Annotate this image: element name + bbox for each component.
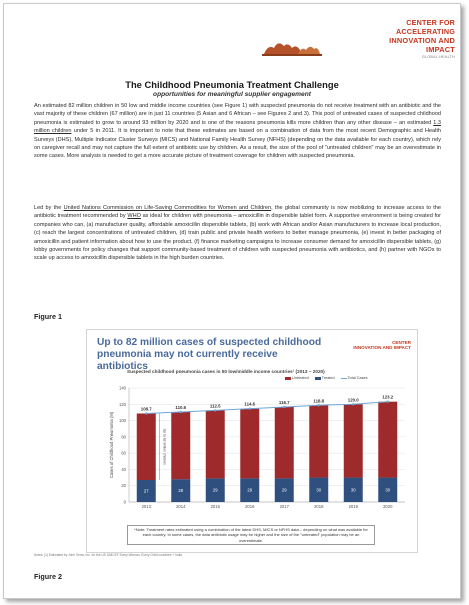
org-logo-line2: INNOVATION AND IMPACT xyxy=(389,36,455,54)
document-page xyxy=(3,3,461,599)
bar-label-total: 123.2 xyxy=(382,394,394,400)
p2-text-a: Led by the xyxy=(34,205,64,211)
bar-label-total: 120.0 xyxy=(347,397,359,403)
paragraph-1 xyxy=(34,102,441,161)
link-who[interactable]: WHO xyxy=(127,213,141,220)
bar-label-total: 108.7 xyxy=(140,406,152,412)
chart-headline: Up to 82 million cases of suspected childhood pneumonia may not currently receive antibiotics xyxy=(97,337,322,372)
bar-label-total: 118.8 xyxy=(313,398,325,404)
tree-silhouette-logo xyxy=(262,36,322,58)
chart-note: *Note: Treatment rates estimated using a combination of the latest DHS, MICS or NFHS data – depending on what was available for each country. In some cases, the data antibiotic usage may be higher and the size of the "untreated" population may be an overestimate. xyxy=(127,525,375,545)
p2-text-c: as ideal for children with pneumonia – amoxicillin in dispersible tablet form. A supportive environment is being created for companies who can, (a) manufacturer quality, affordable amoxicillin dispersible tablets, (b) work with African and/or Asian manufacturers to increase local production, (c) reach the largest concentrations of untreated children, (d) train public and private health workers to better manage pneumonia, (e) invest in better packaging of amoxicillin and patient information about how to use the product, (f) finance marketing campaigns to increase consumer demand for amoxicillin dispersible tablets, (g) lobby governments for policy changes that support community-based treatment of children with suspected pneumonia with antibiotics, and (h) partner with NGOs to scale up access to amoxicillin dispersible tablets in the high burden countries. xyxy=(34,213,441,262)
legend-untreated: Untreated xyxy=(285,376,309,380)
link-un-commission[interactable]: United Nations Commission on Life-Saving Commodities for Women and Children xyxy=(63,205,272,211)
total-cases-point xyxy=(214,409,216,411)
y-tick-label: 40 xyxy=(121,466,126,472)
y-tick-label: 120 xyxy=(119,401,126,407)
bar-label-treated: 29 xyxy=(281,487,287,493)
bar-label-treated: 27 xyxy=(143,488,149,494)
total-cases-point xyxy=(249,407,251,409)
y-tick-label: 80 xyxy=(121,434,126,440)
figure-2-label: Figure 2 xyxy=(34,572,62,581)
legend-total: Total Cases xyxy=(341,376,368,380)
x-tick-label: 2018 xyxy=(314,504,324,509)
total-cases-point xyxy=(145,412,147,414)
bar-label-treated: 30 xyxy=(316,487,322,493)
p1-text-a: An estimated 82 million children in 50 low and middle income countries (see Figure 1) with suspected pneumonia do not receive treatment with an antibiotic and the vast majority of these children (67 million) are in just 11 countries (5 Asian and 6 African – see Figures 2 and 3). This pool of untreated cases of suspected childhood pneumonia is estimated to grow to around 93 million by 2020 and is one of the reasons pneumonia kills more children than any other disease – an estimated xyxy=(34,103,441,126)
bar-label-total: 114.6 xyxy=(244,401,256,407)
p1-text-b: under 5 in 2011. It is important to note that these estimates are based on a combination of data from the most recent Demographic and Health Surveys (DHS), Multiple Indicator Cluster Surveys (MICS) and National Family Health Survey (NFHS) (depending on the data available for each country), which rely on caregiver recall and may not capture the full extent of antibiotic use by children. As a result, the size of the pool of "untreated children" may be an overestimate in some cases. More analysis is needed to get a more accurate picture of treatment coverage for children with suspected pneumonia. xyxy=(34,128,442,160)
bar-untreated xyxy=(378,402,397,478)
link-1-3-million[interactable]: 1.3 million children xyxy=(34,119,441,135)
org-logo xyxy=(360,18,455,59)
bar-label-treated: 28 xyxy=(178,488,184,494)
legend-treated: Treated xyxy=(315,376,335,380)
bar-label-treated: 30 xyxy=(385,487,391,493)
chart-footnote: Notes: (1) Estimated by John Snow, Inc. for the US UNICEF Every Woman, Every Child countries + India xyxy=(34,553,182,557)
y-tick-label: 0 xyxy=(123,499,126,505)
total-cases-point xyxy=(318,404,320,406)
bar-label-treated: 29 xyxy=(247,487,253,493)
document-subtitle: opportunities for meaningful supplier engagement xyxy=(153,91,311,98)
y-axis-label: Cases of Childhood Pneumonia (M) xyxy=(109,411,114,479)
bar-untreated xyxy=(344,404,363,477)
bar-label-total: 116.7 xyxy=(278,399,290,405)
bar-untreated xyxy=(309,405,328,477)
x-tick-label: 2020 xyxy=(383,504,393,509)
figure-1-chart xyxy=(86,329,418,553)
paragraph-2 xyxy=(34,204,441,263)
bar-untreated xyxy=(206,410,225,478)
x-tick-label: 2019 xyxy=(348,504,358,509)
bar-untreated xyxy=(240,409,259,479)
total-cases-point xyxy=(283,406,285,408)
bar-untreated xyxy=(275,407,294,478)
y-tick-label: 140 xyxy=(119,385,126,391)
x-tick-label: 2017 xyxy=(279,504,289,509)
bar-untreated xyxy=(137,413,156,480)
y-tick-label: 60 xyxy=(121,450,126,456)
document-title: The Childhood Pneumonia Treatment Challenge xyxy=(125,79,339,90)
org-logo-line1: CENTER FOR ACCELERATING xyxy=(396,18,455,36)
total-cases-point xyxy=(387,400,389,402)
chart-plot xyxy=(87,330,417,552)
total-cases-point xyxy=(180,411,182,413)
x-tick-label: 2014 xyxy=(176,504,186,509)
p2-text-b: , the global community is now mobilizing to increase access to the antibiotic treatment recommended by xyxy=(34,205,441,220)
chart-logo-line1: CENTER xyxy=(392,340,411,345)
x-tick-label: 2016 xyxy=(245,504,255,509)
bar-label-treated: 30 xyxy=(350,487,356,493)
bar-label-total: 110.6 xyxy=(175,404,187,410)
figure-1-label: Figure 1 xyxy=(34,312,62,321)
chart-logo-line2: INNOVATION AND IMPACT xyxy=(353,345,411,350)
y-tick-label: 100 xyxy=(119,418,126,424)
x-tick-label: 2015 xyxy=(210,504,220,509)
y-tick-label: 20 xyxy=(121,483,126,489)
total-cases-point xyxy=(352,403,354,405)
x-tick-label: 2013 xyxy=(141,504,151,509)
bar-label-treated: 29 xyxy=(212,487,218,493)
chart-title: Suspected childhood pneumonia cases in 50 low/middle income countries¹ (2013 – 2020) xyxy=(127,369,325,374)
org-logo-line3: GLOBAL HEALTH xyxy=(421,55,455,59)
annotation-text: Up to 82 million children xyxy=(162,428,167,465)
bar-label-total: 112.5 xyxy=(209,403,221,409)
bar-untreated xyxy=(171,412,190,479)
